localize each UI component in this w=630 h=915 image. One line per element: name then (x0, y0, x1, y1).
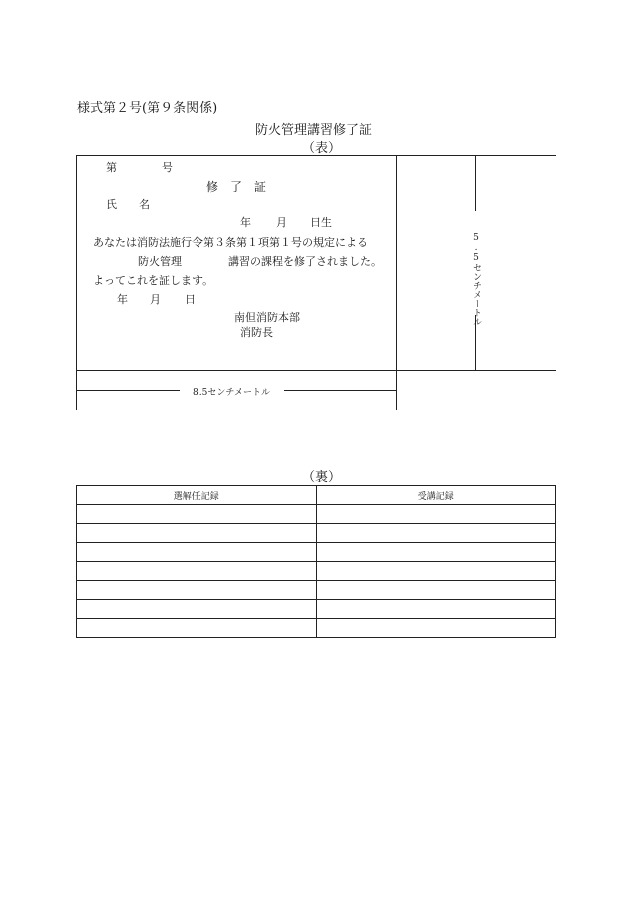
table-cell (77, 562, 317, 581)
issuer: 南但消防本部 (234, 311, 300, 324)
birth-day: 日生 (310, 216, 332, 229)
cert-number-suffix: 号 (162, 161, 173, 174)
birth-month: 月 (276, 216, 287, 229)
cert-heading: 修 了 証 (206, 180, 267, 194)
table-cell (77, 619, 317, 638)
page-title: 防火管理講習修了証 (255, 123, 373, 138)
records-table (76, 485, 556, 638)
form-number: 様式第２号(第９条関係) (77, 101, 218, 116)
table-row (77, 562, 556, 581)
issue-month: 月 (150, 293, 161, 306)
height-dimension-label: 5.5センチメートル (471, 233, 481, 326)
table-row (77, 505, 556, 524)
back-label: （裏） (302, 470, 342, 485)
table-cell (77, 524, 317, 543)
table-cell (316, 505, 556, 524)
width-dimension-label: 8.5センチメートル (193, 388, 270, 398)
header-appointment-record: 選解任記録 (77, 486, 317, 505)
table-cell (77, 581, 317, 600)
table-cell (316, 619, 556, 638)
cert-line-2: 講習の課程を修了されました。 (228, 255, 382, 268)
table-row (77, 619, 556, 638)
table-cell (316, 562, 556, 581)
table-row (77, 524, 556, 543)
table-cell (77, 505, 317, 524)
table-row (77, 581, 556, 600)
issue-day: 日 (185, 293, 196, 306)
birth-year: 年 (240, 216, 251, 229)
table-row (77, 543, 556, 562)
table-cell (316, 543, 556, 562)
issue-year: 年 (117, 293, 128, 306)
table-cell (77, 543, 317, 562)
cert-line-3: よってこれを証します。 (93, 274, 214, 287)
width-dimension-line-left (76, 390, 180, 391)
front-label: （表） (302, 141, 342, 156)
cert-line-1: あなたは消防法施行令第３条第１項第１号の規定による (93, 236, 368, 249)
table-cell (316, 600, 556, 619)
width-dimension-line-right (284, 390, 396, 391)
table-cell (77, 600, 317, 619)
cert-number-prefix: 第 (106, 161, 117, 174)
header-training-record: 受講記録 (316, 486, 556, 505)
issuer-title: 消防長 (240, 326, 273, 339)
course-name: 防火管理 (138, 255, 182, 268)
name-label: 氏 名 (106, 198, 150, 211)
table-cell (316, 524, 556, 543)
table-cell (316, 581, 556, 600)
table-row (77, 600, 556, 619)
